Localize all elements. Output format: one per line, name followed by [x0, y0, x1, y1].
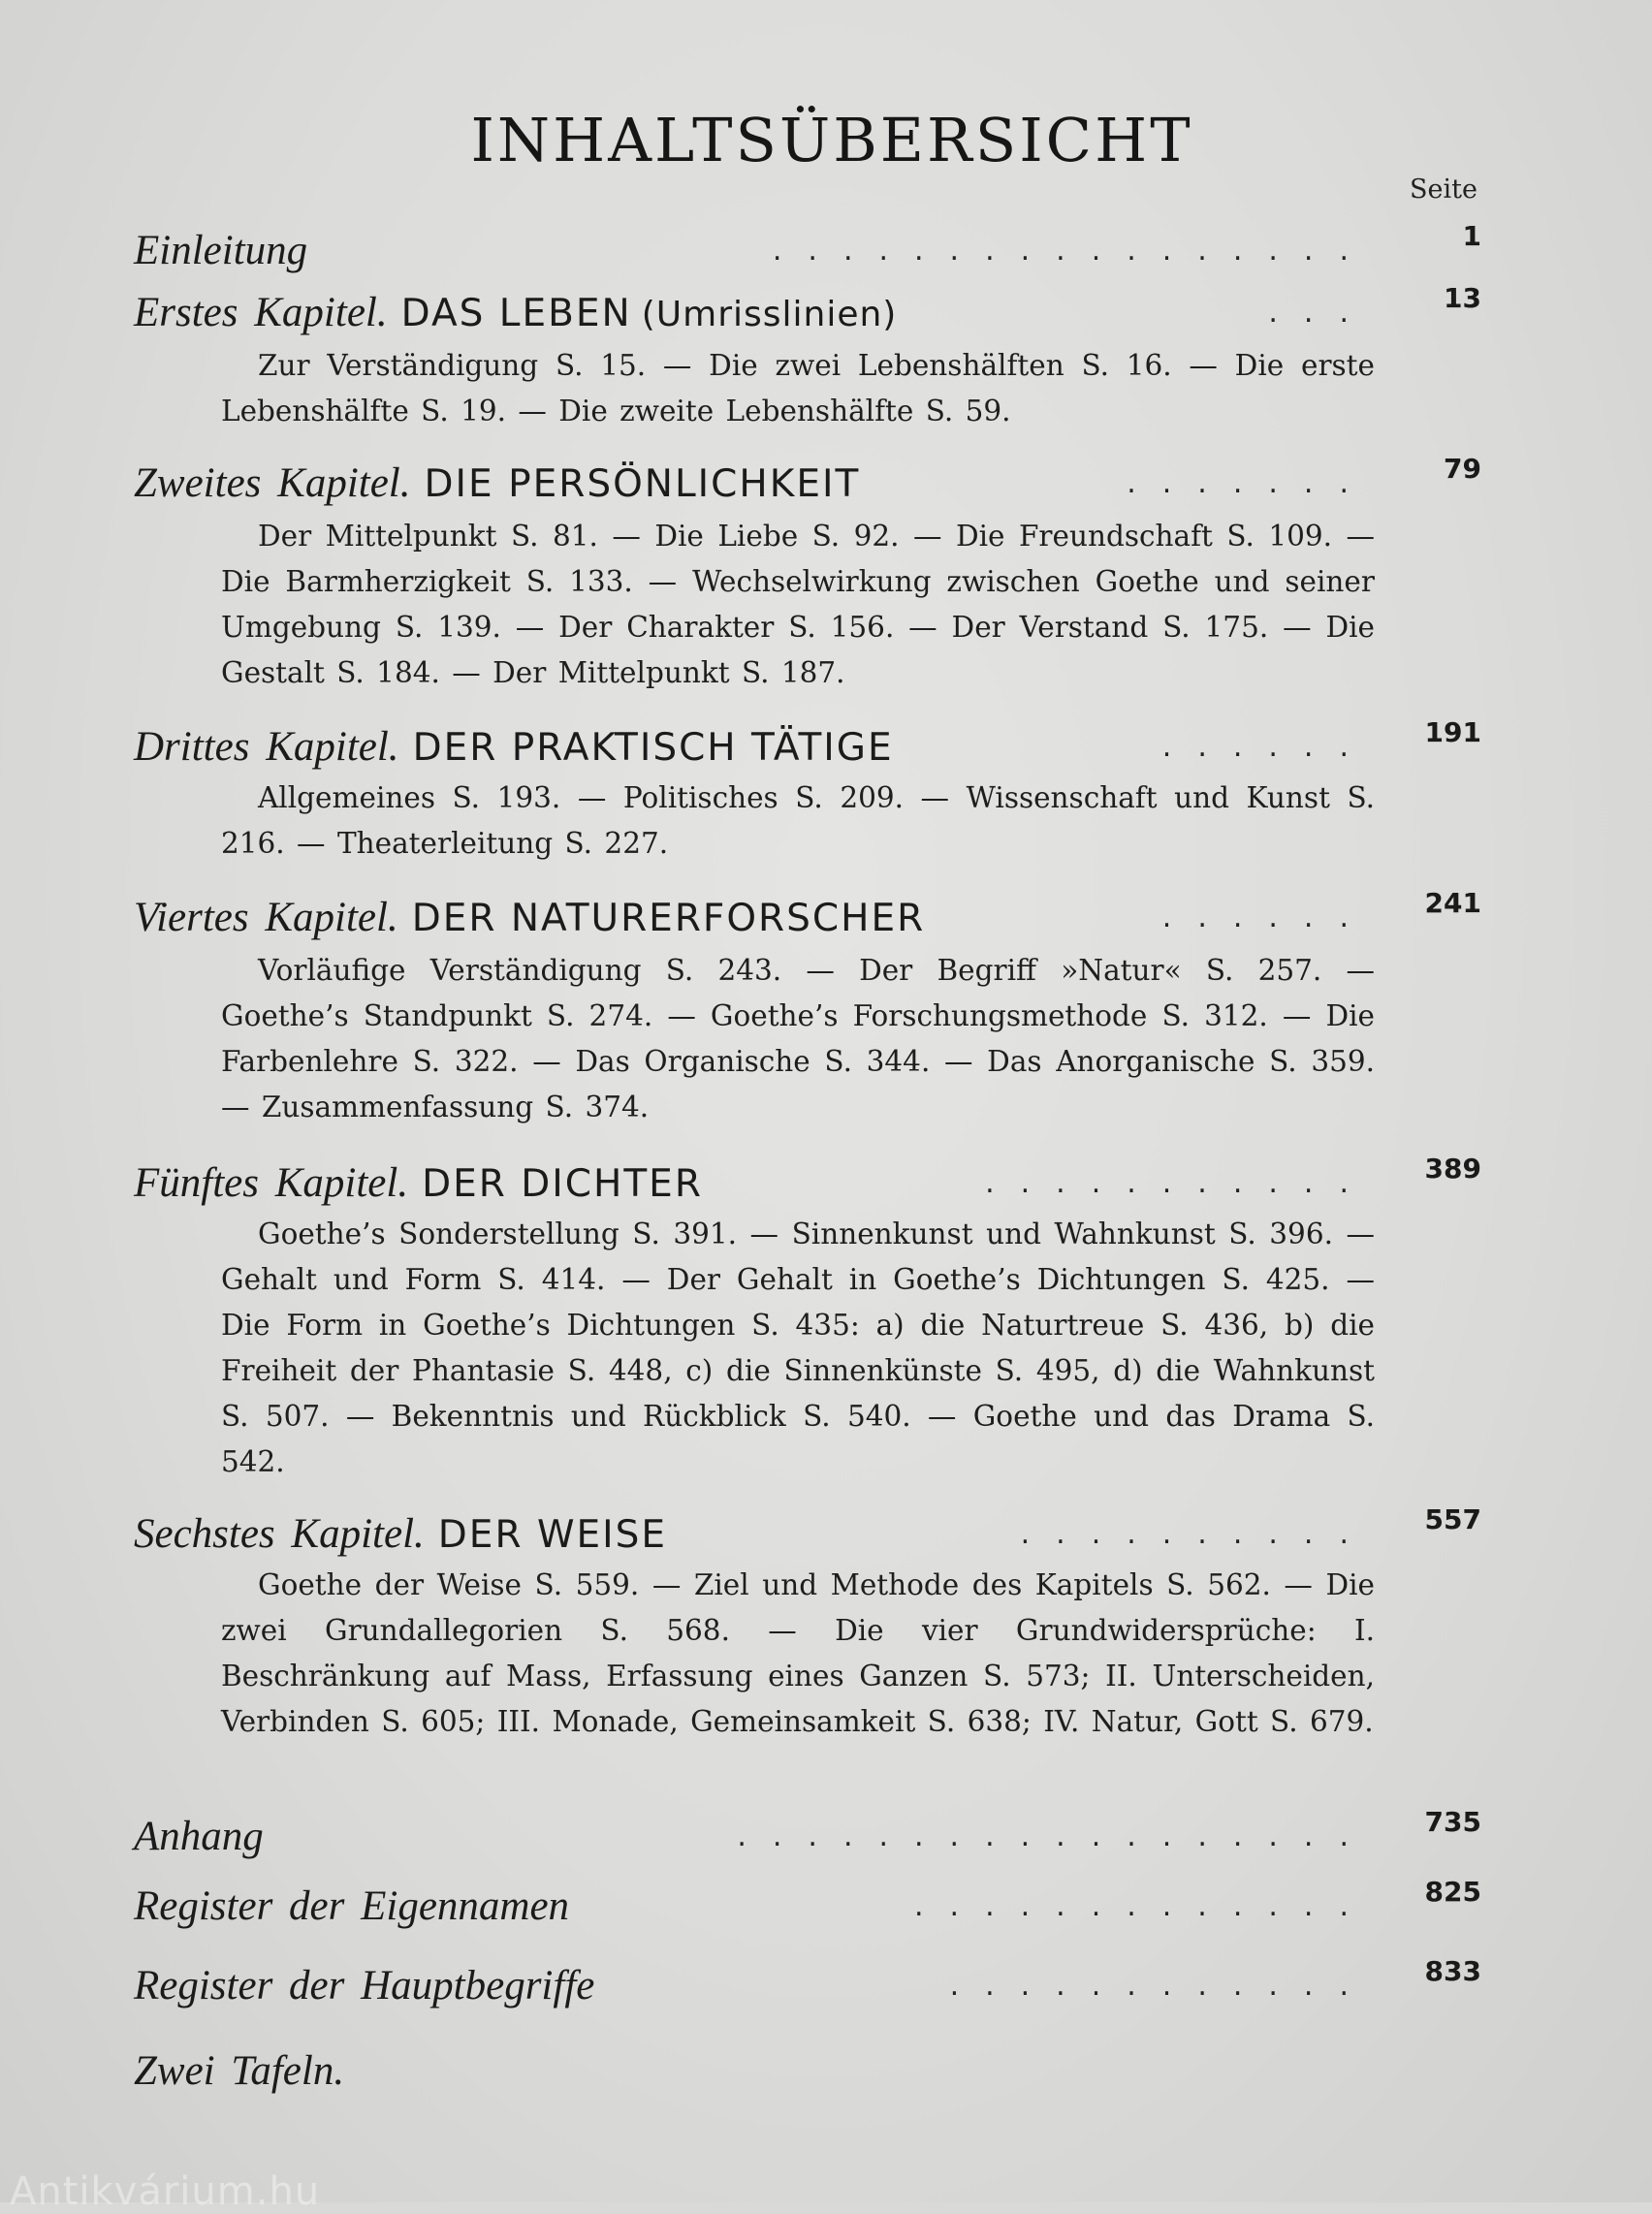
chapter-2-summary: Der Mittelpunkt S. 81. — Die Liebe S. 92. — Die Freundschaft S. 109. — Die Barmherzigkeit S. 133. — Wechselwirkung zwischen Goethe und seiner Umgebung S. 139. — Der Charakter S. 156. — Der Verstand S. 175. — Die Gestalt S. 184. — Der Mittelpunkt S. 187.: [221, 520, 1375, 689]
entry-label: Drittes Kapitel. DER PRAKTISCH TÄTIGE: [134, 724, 894, 770]
toc-entry-chapter-6[interactable]: [134, 1497, 1481, 1555]
toc-entry-chapter-4[interactable]: [134, 880, 1481, 938]
entry-label: Register der Eigennamen: [134, 1883, 570, 1929]
toc-entry-chapter-3[interactable]: [134, 710, 1481, 768]
chapter-heading: DER NATURERFORSCHER: [411, 897, 926, 940]
toc-entry-chapter-5[interactable]: [134, 1146, 1481, 1204]
entry-label: Register der Hauptbegriffe: [134, 1963, 595, 2008]
entry-label: Erstes Kapitel. DAS LEBEN (Umrisslinien): [134, 290, 898, 335]
toc-entry-register-eigennamen[interactable]: [134, 1869, 1481, 1927]
chapter-heading: DER WEISE: [437, 1513, 668, 1557]
entry-page-number: 241: [1424, 887, 1481, 919]
leader-dots: ...: [1268, 296, 1375, 330]
toc-entry-chapter-2[interactable]: [134, 446, 1481, 504]
leader-dots: ......: [1161, 901, 1375, 934]
leader-dots: ......: [1161, 730, 1375, 764]
chapter-4-summary: Vorläufige Verständigung S. 243. — Der Begriff »Natur« S. 257. — Goethe’s Standpunkt S. 274. — Goethe’s Forschungsmethode S. 312. — Die Farbenlehre S. 322. — Das Organische S. 344. — Das Anorganische S. 359. — Zusammenfassung S. 374.: [221, 954, 1375, 1123]
chapter-1-summary: Zur Verständigung S. 15. — Die zwei Lebenshälften S. 16. — Die erste Lebenshälfte S. 19. — Die zweite Lebenshälfte S. 59.: [221, 349, 1375, 427]
chapter-heading: DAS LEBEN: [400, 292, 632, 335]
entry-label: Einleitung: [134, 228, 308, 273]
entry-page-number: 79: [1444, 453, 1481, 485]
leader-dots: .............: [914, 1889, 1375, 1923]
chapter-heading: DER PRAKTISCH TÄTIGE: [412, 726, 894, 770]
toc-entry-chapter-1[interactable]: [134, 275, 1481, 333]
toc-entry-register-hauptbegriffe[interactable]: [134, 1948, 1481, 2007]
entry-page-number: 833: [1424, 1955, 1481, 1987]
entry-label: Fünftes Kapitel. DER DICHTER: [134, 1160, 703, 1206]
entry-label: Zwei Tafeln.: [134, 2048, 345, 2094]
entry-label: Anhang: [134, 1814, 264, 1859]
chapter-5-summary: Goethe’s Sonderstellung S. 391. — Sinnenkunst und Wahnkunst S. 396. — Gehalt und Form S. 414. — Der Gehalt in Goethe’s Dichtungen S. 425. — Die Form in Goethe’s Dichtungen S. 435: a) die Naturtreue S. 436, b) die Freiheit der Phantasie S. 448, c) die Sinnenkünste S. 495, d) die Wahnkunst S. 507. — Bekenntnis und Rückblick S. 540. — Goethe und das Drama S. 542.: [221, 1218, 1375, 1478]
leader-dots: ...........: [985, 1166, 1375, 1200]
entry-label: Zweites Kapitel. DIE PERSÖNLICHKEIT: [134, 460, 861, 506]
chapter-3-summary: Allgemeines S. 193. — Politisches S. 209. — Wissenschaft und Kunst S. 216. — Theaterleitung S. 227.: [221, 781, 1375, 860]
entry-page-number: 13: [1444, 282, 1481, 314]
entry-label: Viertes Kapitel. DER NATURERFORSCHER: [134, 895, 926, 940]
entry-page-number: 735: [1424, 1806, 1481, 1838]
page-column-label: Seite: [1410, 174, 1477, 205]
page-title: INHALTSÜBERSICHT: [470, 105, 1193, 175]
entry-page-number: 825: [1424, 1876, 1481, 1908]
watermark: Antikvárium.hu: [10, 2169, 321, 2214]
entry-page-number: 191: [1424, 716, 1481, 748]
chapter-heading: DIE PERSÖNLICHKEIT: [424, 462, 861, 506]
leader-dots: ..........: [1020, 1517, 1375, 1551]
toc-entry-zwei-tafeln[interactable]: [134, 2034, 1481, 2092]
leader-dots: ............: [949, 1969, 1375, 2003]
entry-label: Sechstes Kapitel. DER WEISE: [134, 1511, 668, 1557]
entry-page-number: 1: [1462, 220, 1481, 252]
toc-entry-einleitung[interactable]: [134, 213, 1481, 271]
entry-page-number: 389: [1424, 1153, 1481, 1185]
leader-dots: .................: [772, 234, 1375, 268]
chapter-6-summary: Goethe der Weise S. 559. — Ziel und Methode des Kapitels S. 562. — Die zwei Grundallegorien S. 568. — Die vier Grundwidersprüche: I. Beschränkung auf Mass, Erfassung eines Ganzen S. 573; II. Unterscheiden, Verbinden S. 605; III. Monade, Gemeinsamkeit S. 638; IV. Natur, Gott S. 679.: [221, 1568, 1375, 1738]
toc-entry-anhang[interactable]: [134, 1799, 1481, 1857]
leader-dots: .......: [1127, 466, 1375, 500]
entry-page-number: 557: [1424, 1503, 1481, 1535]
leader-dots: ..................: [737, 1819, 1375, 1853]
chapter-subheading: (Umrisslinien): [641, 295, 898, 334]
chapter-heading: DER DICHTER: [422, 1162, 703, 1206]
